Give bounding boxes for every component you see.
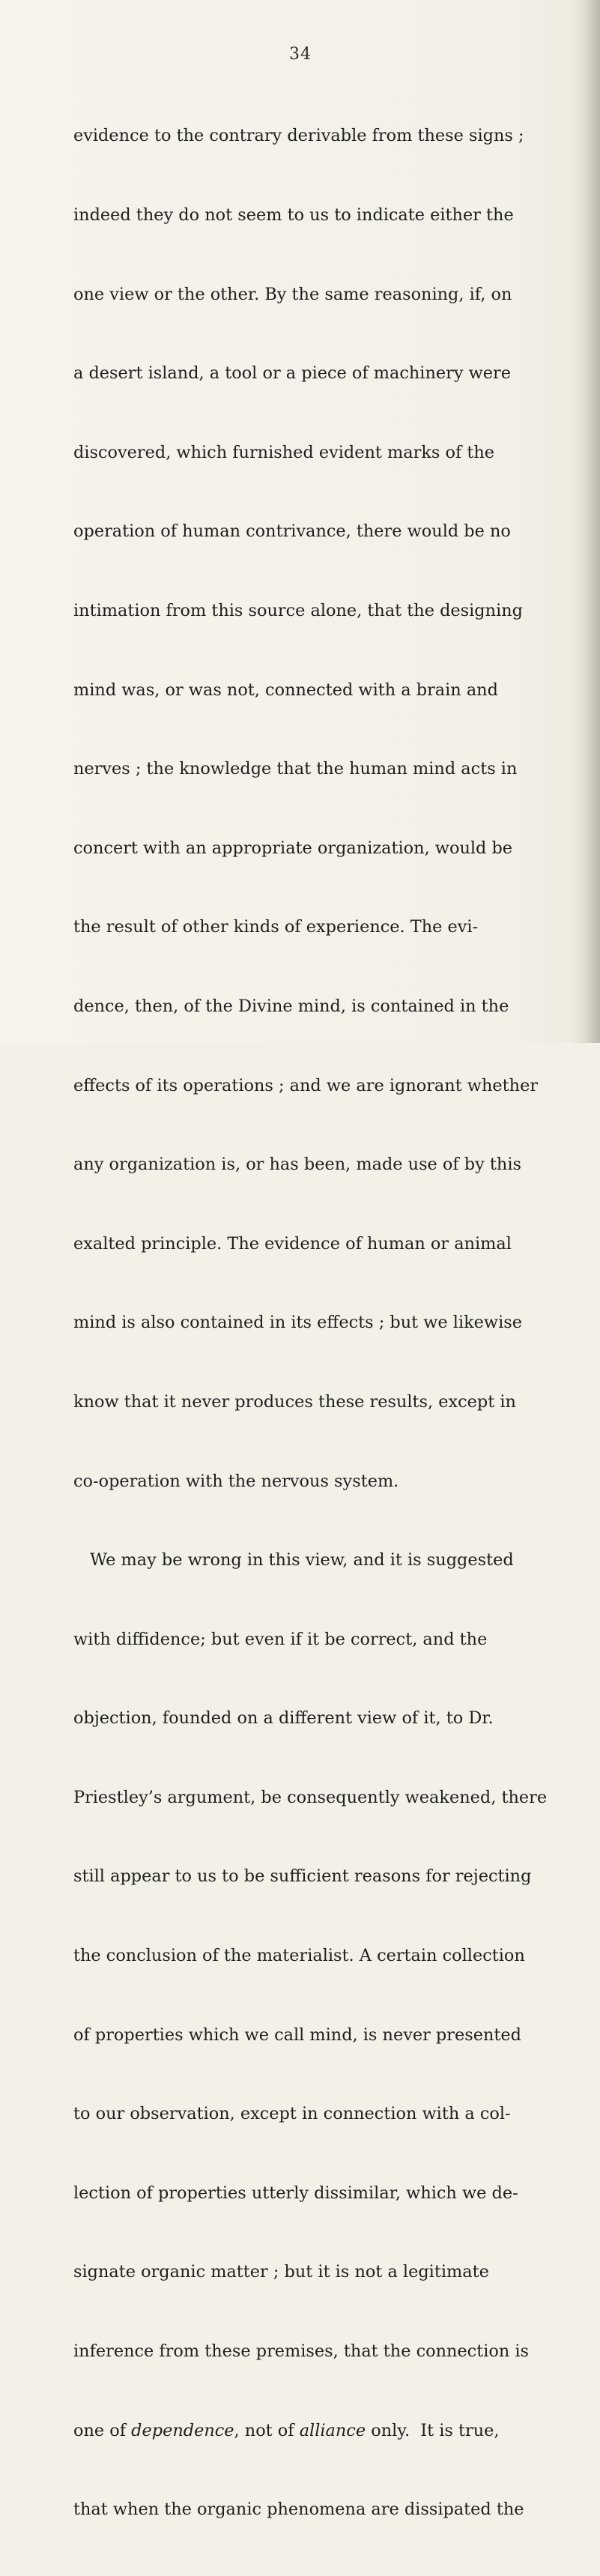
- text-line: of properties which we call mind, is never presented: [73, 2025, 521, 2045]
- text-line: Priestley’s argument, be consequently weakened, there: [73, 1787, 548, 1807]
- text-line: operation of human contrivance, there would be no: [73, 521, 511, 542]
- text-line: effects of its operations ; and we are ignorant whether: [73, 1075, 539, 1095]
- page-number: 34: [289, 45, 312, 64]
- text-line: know that it never produces these results, except in: [73, 1391, 516, 1412]
- text-line: discovered, which furnished evident marks of the: [73, 442, 495, 462]
- text-line: the result of other kinds of experience. The evi-: [73, 917, 479, 937]
- text-segment: only. It is true,: [366, 2420, 500, 2440]
- text-line: mind was, or was not, connected with a brain and: [73, 680, 498, 700]
- text-line-with-emphasis: [73, 2418, 590, 2444]
- text-line: with diffidence; but even if it be correct, and the: [73, 1629, 488, 1649]
- text-line: exalted principle. The evidence of human or animal: [73, 1233, 512, 1254]
- text-line: nerves ; the knowledge that the human mind acts in: [73, 759, 518, 779]
- text-line: dence, then, of the Divine mind, is contained in the: [73, 996, 509, 1016]
- text-line: any organization is, or has been, made use of by this: [73, 1155, 521, 1175]
- text-line: that when the organic phenomena are dissipated the: [73, 2500, 524, 2520]
- text-line: still appear to us to be sufficient reasons for rejecting: [73, 1866, 532, 1887]
- text-line: the conclusion of the materialist. A certain collection: [73, 1946, 525, 1966]
- emphasis-alliance: alliance: [299, 2420, 366, 2440]
- text-line: co-operation with the nervous system.: [73, 1471, 399, 1491]
- text-line: mind is also contained in its effects ; but we likewise: [73, 1313, 522, 1333]
- text-line: lection of properties utterly dissimilar, which we de-: [73, 2183, 518, 2203]
- text-line: inference from these premises, that the connection is: [73, 2341, 530, 2362]
- text-line: concert with an appropriate organization, would be: [73, 838, 513, 858]
- paragraph-start-line: We may be wrong in this view, and it is suggested: [90, 1550, 514, 1570]
- body-text: [73, 70, 590, 2576]
- text-line: intimation from this source alone, that the designing: [73, 600, 523, 620]
- text-line: a desert island, a tool or a piece of machinery were: [73, 363, 511, 384]
- text-line: indeed they do not seem to us to indicate either the: [73, 205, 514, 225]
- text-line: evidence to the contrary derivable from these signs ;: [73, 126, 524, 146]
- text-line: objection, founded on a different view of it, to Dr.: [73, 1708, 494, 1729]
- text-segment: , not of: [234, 2420, 300, 2440]
- text-line: one view or the other. By the same reasoning, if, on: [73, 284, 512, 304]
- text-segment: one of: [73, 2420, 132, 2440]
- text-line: to our observation, except in connection with a col-: [73, 2104, 511, 2124]
- text-line: signate organic matter ; but it is not a legitimate: [73, 2262, 489, 2282]
- emphasis-dependence: dependence: [131, 2420, 234, 2440]
